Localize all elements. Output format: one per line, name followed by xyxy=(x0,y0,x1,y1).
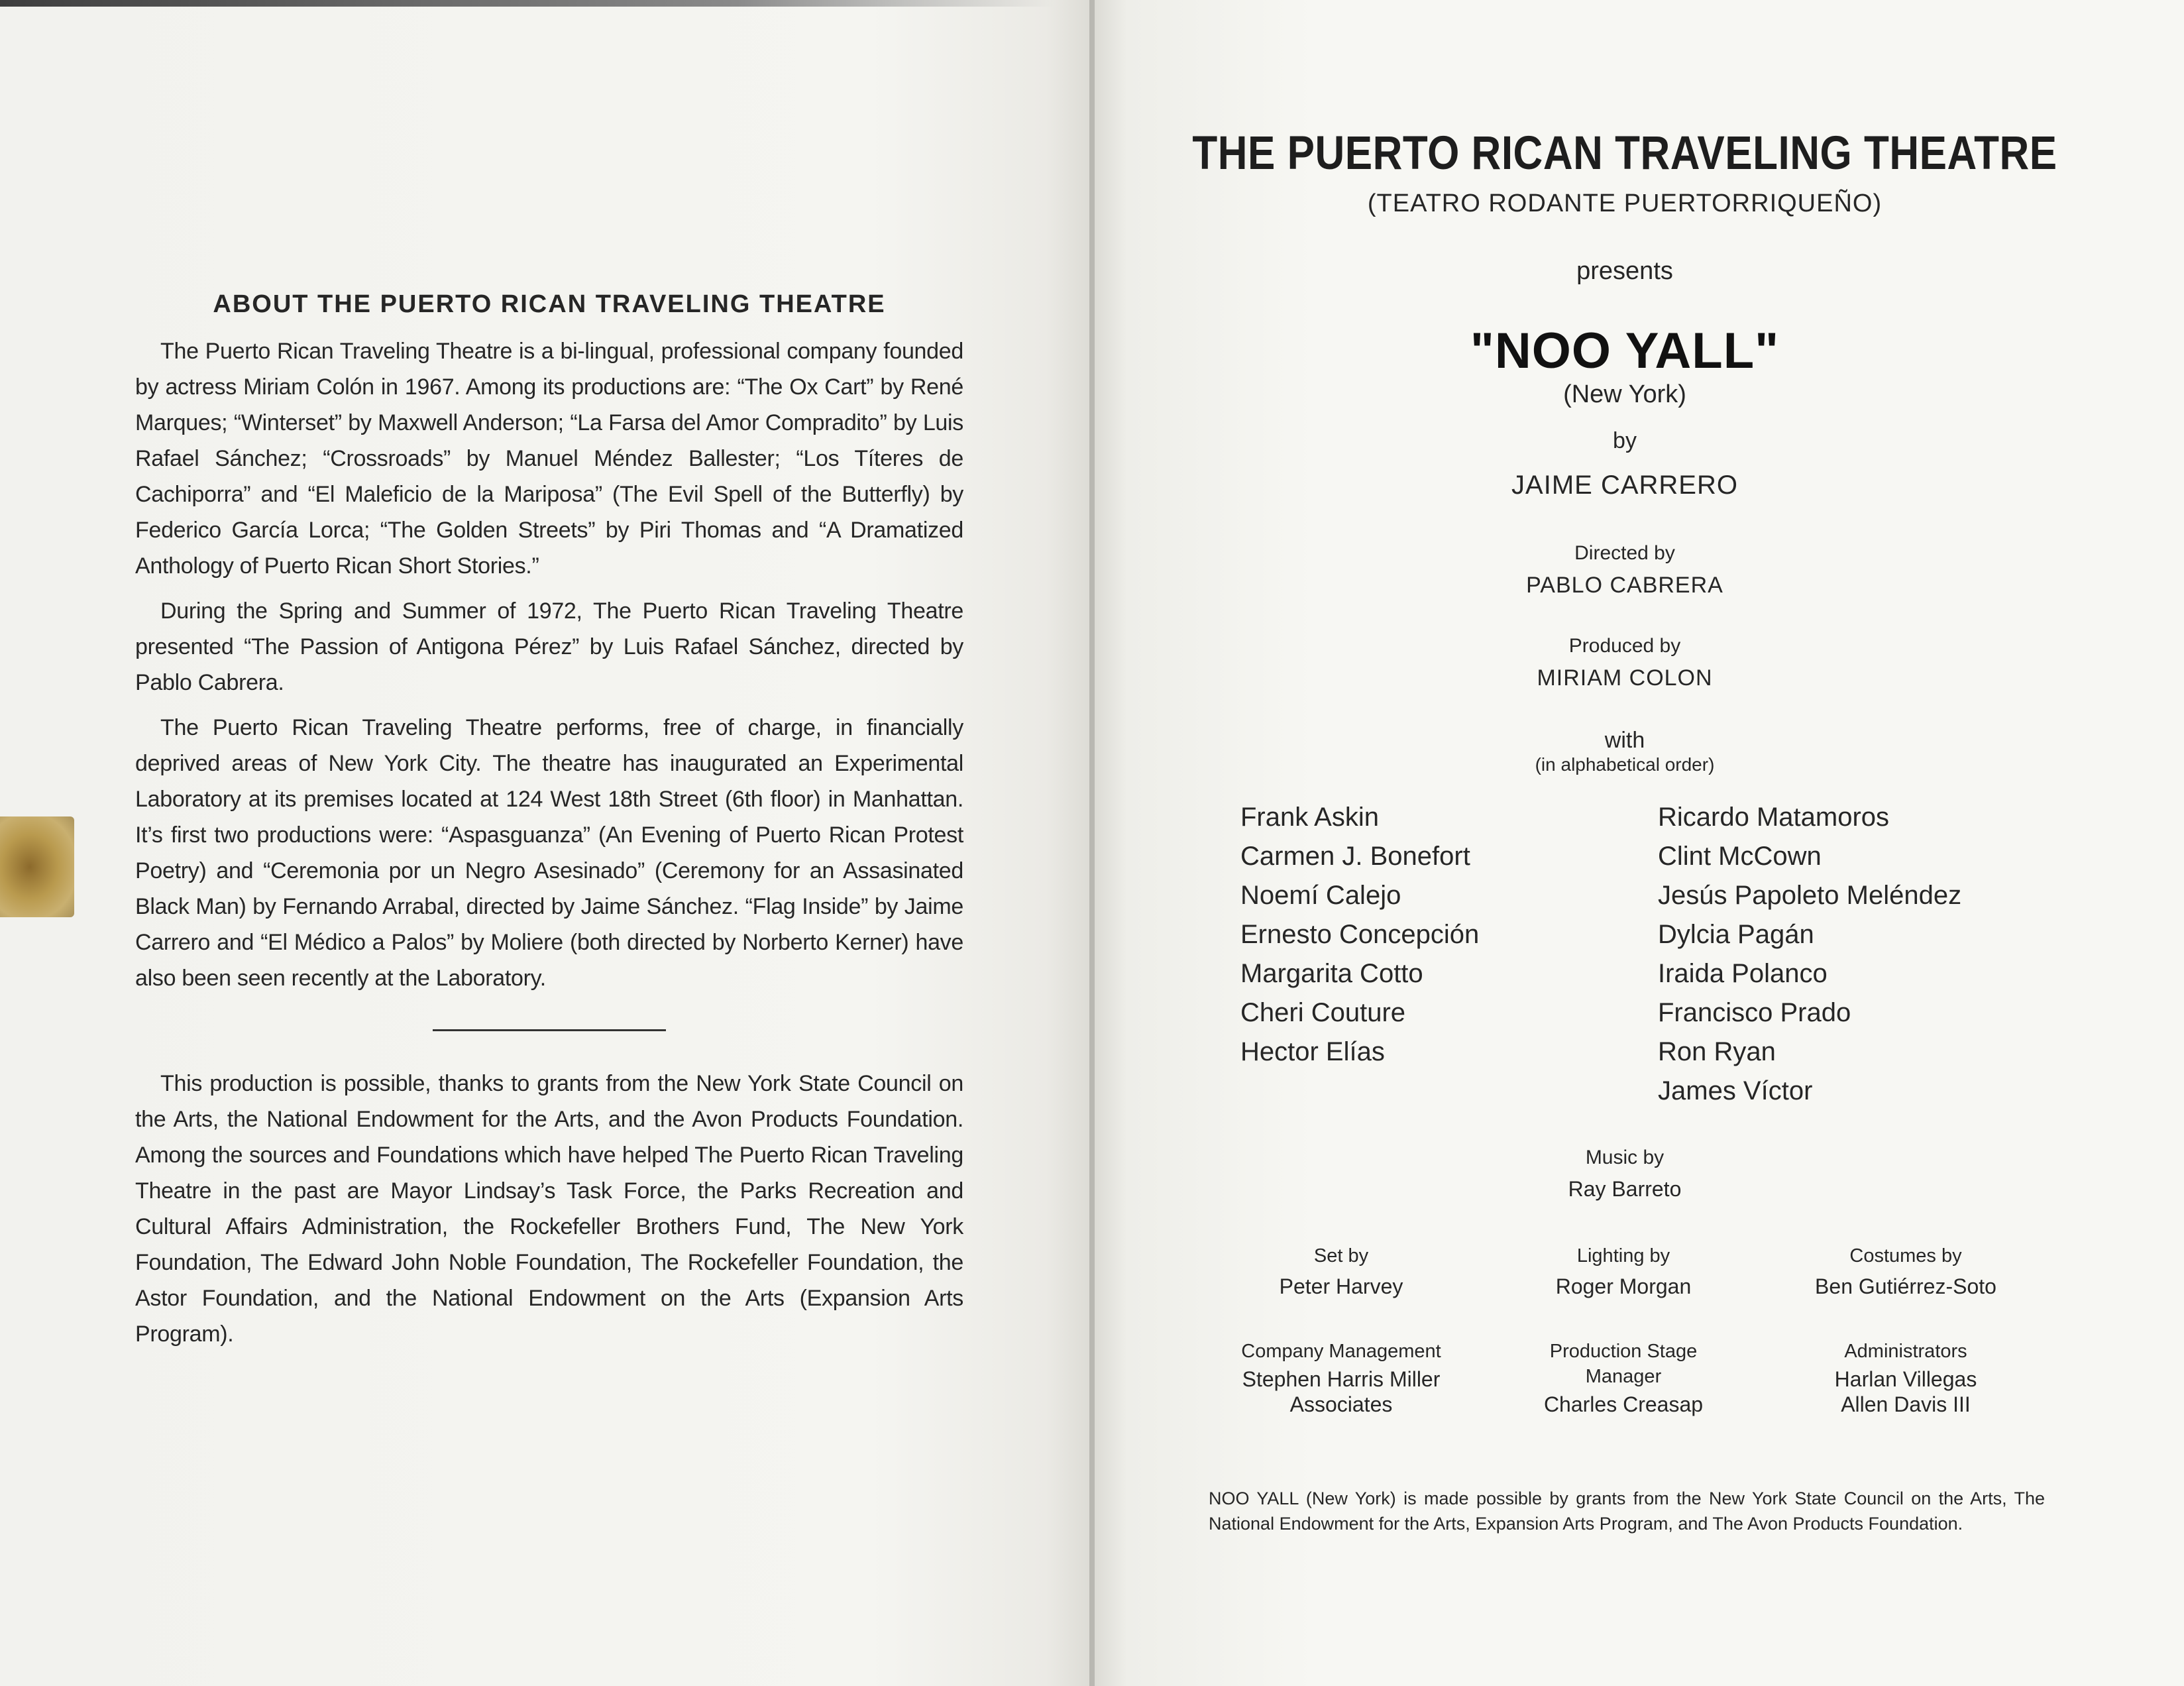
set-credit xyxy=(1189,1243,1494,1299)
cast-member: Ernesto Concepción xyxy=(1240,920,1480,949)
produced-by-label: Produced by xyxy=(1568,635,1681,657)
set-label: Set by xyxy=(1313,1245,1369,1266)
cast-member: Frank Askin xyxy=(1240,803,1379,832)
music-by-label: Music by xyxy=(1585,1147,1665,1168)
cast-member: Francisco Prado xyxy=(1658,998,1851,1027)
cast-list-left xyxy=(1240,798,1479,1072)
page-edge-shadow xyxy=(0,0,1054,7)
director-name: PABLO CABRERA xyxy=(1526,573,1723,598)
directed-by-label: Directed by xyxy=(1574,542,1675,564)
alphabetical-note: (in alphabetical order) xyxy=(1535,754,1715,775)
costumes-credit xyxy=(1753,1243,2058,1299)
cast-member: Clint McCown xyxy=(1658,842,1822,871)
costumes-label: Costumes by xyxy=(1849,1245,1962,1266)
company-management-label: Company Management xyxy=(1241,1341,1441,1362)
cast-member: Iraida Polanco xyxy=(1658,959,1828,988)
stage-manager-label-1: Production Stage xyxy=(1549,1341,1698,1362)
theatre-spanish-name: (TEATRO RODANTE PUERTORRIQUEÑO) xyxy=(1367,190,1883,217)
about-paragraph-2: During the Spring and Summer of 1972, The Puerto Rican Traveling Theatre presented “The Passion of Antigona Pérez” by Luis Rafael Sánchez, directed by Pablo Cabrera. xyxy=(135,598,963,695)
music-name: Ray Barreto xyxy=(1568,1177,1682,1201)
with-label: with xyxy=(1604,728,1645,753)
presents-label: presents xyxy=(1576,257,1673,285)
company-management-line-1: Stephen Harris Miller xyxy=(1242,1367,1441,1391)
administrator-1: Harlan Villegas xyxy=(1834,1367,1977,1391)
company-management-line-2: Associates xyxy=(1289,1392,1393,1416)
cast-member: Ron Ryan xyxy=(1658,1037,1776,1066)
book-gutter xyxy=(1089,0,1095,1686)
grant-footnote: NOO YALL (New York) is made possible by grants from the New York State Council on the Arts, The National Endowment for the Arts, Expansion Arts Program, and The Avon Products Foundation. xyxy=(1209,1489,2045,1534)
costume-designer: Ben Gutiérrez-Soto xyxy=(1815,1274,1996,1298)
stage-manager-credit xyxy=(1471,1339,1776,1417)
by-label: by xyxy=(1613,428,1637,453)
company-management-credit xyxy=(1189,1339,1494,1417)
cast-member: Carmen J. Bonefort xyxy=(1240,842,1470,871)
producer-name: MIRIAM COLON xyxy=(1537,665,1713,691)
stage-manager-name: Charles Creasap xyxy=(1543,1392,1704,1416)
lighting-label: Lighting by xyxy=(1576,1245,1670,1266)
cast-member: Cheri Couture xyxy=(1240,998,1406,1027)
administrators-credit xyxy=(1753,1339,2058,1417)
theatre-name: THE PUERTO RICAN TRAVELING THEATRE xyxy=(1192,127,2057,180)
cast-list-right xyxy=(1658,798,1961,1111)
tape-remnant xyxy=(0,816,74,917)
cast-member: Noemí Calejo xyxy=(1240,881,1401,910)
playwright-name: JAIME CARRERO xyxy=(1511,471,1738,500)
cast-member: Ricardo Matamoros xyxy=(1658,803,1890,832)
stage-manager-label-2: Manager xyxy=(1585,1366,1662,1387)
cast-member: Jesús Papoleto Meléndez xyxy=(1658,881,1962,910)
play-title: "NOO YALL" xyxy=(1470,323,1780,379)
set-designer: Peter Harvey xyxy=(1279,1274,1403,1298)
cast-member: James Víctor xyxy=(1658,1076,1813,1105)
divider-rule xyxy=(433,1029,666,1031)
cast-member: Dylcia Pagán xyxy=(1658,920,1814,949)
cast-member: Hector Elías xyxy=(1240,1037,1385,1066)
cast-member: Margarita Cotto xyxy=(1240,959,1423,988)
about-title: ABOUT THE PUERTO RICAN TRAVELING THEATRE xyxy=(213,290,886,318)
about-section xyxy=(135,290,963,1361)
left-page xyxy=(0,0,1089,1686)
about-paragraph-3: The Puerto Rican Traveling Theatre performs, free of charge, in financially deprived areas of New York City. The theatre has inaugurated an Experimental Laboratory at its premises located at 124 West 18th Street (6th floor) in Manhattan. It’s first two productions were: “Aspasguanza” (An Evening of Puerto Rican Protest Poetry) and “Ceremonia por un Negro Asesinado” (Ceremony for an Assasinated Black Man) by Fernando Arrabal, directed by Jaime Sánchez. “Flag Inside” by Jaime Carrero and “El Médico a Palos” by Moliere (both directed by Norberto Kerner) have also been seen recently at the Laboratory. xyxy=(135,715,963,991)
grants-paragraph: This production is possible, thanks to grants from the New York State Council on the Arts, the National Endowment for the Arts, and the Avon Products Foundation. Among the sources and Foundations which have helped The Puerto Rican Traveling Theatre in the past are Mayor Lindsay’s Task Force, the Parks Recreation and Cultural Affairs Administration, the Rockefeller Brothers Fund, The New York Foundation, The Edward John Noble Foundation, The Rockefeller Foundation, the Astor Foundation, and the National Endowment on the Arts (Expansion Arts Program). xyxy=(135,1071,963,1347)
lighting-credit xyxy=(1471,1243,1776,1299)
about-paragraph-1: The Puerto Rican Traveling Theatre is a bi-lingual, professional company founded by actress Miriam Colón in 1967. Among its productions are: “The Ox Cart” by René Marques; “Winterset” by Maxwell Anderson; “La Farsa del Amor Compradito” by Luis Rafael Sánchez; “Crossroads” by Manuel Méndez Ballester; “Los Títeres de Cachiporra” and “El Maleficio de la Mariposa” (The Evil Spell of the Butterfly) by Federico García Lorca; “The Golden Streets” by Piri Thomas and “A Dramatized Anthology of Puerto Rican Short Stories.” xyxy=(135,339,963,579)
administrators-label: Administrators xyxy=(1844,1341,1967,1362)
lighting-designer: Roger Morgan xyxy=(1555,1274,1692,1298)
administrator-2: Allen Davis III xyxy=(1841,1392,1971,1416)
play-subtitle: (New York) xyxy=(1563,380,1686,408)
